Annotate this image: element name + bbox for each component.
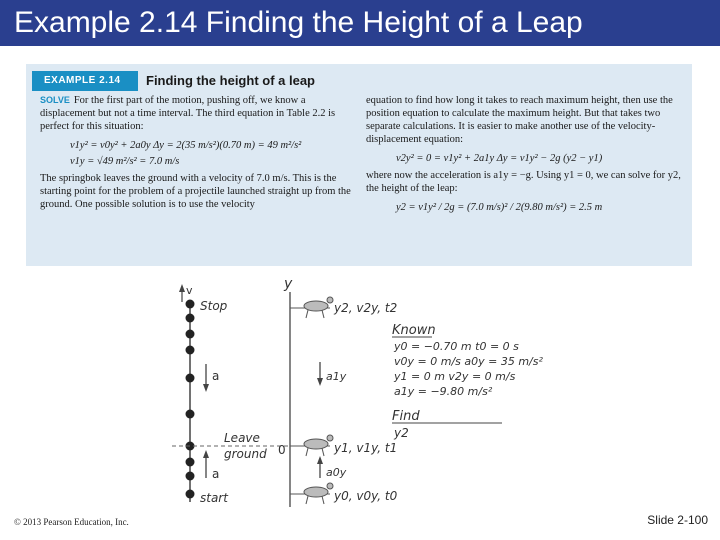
leave-label: Leave — [224, 431, 260, 445]
motion-dot — [186, 458, 195, 467]
left-equation-1: v1y² = v0y² + 2a0y Δy = 2(35 m/s²)(0.70 m) = 49 m²/s² — [70, 140, 302, 151]
find-value: y2 — [394, 426, 409, 440]
point0-label: y0, v0y, t0 — [334, 489, 398, 503]
find-title: Find — [392, 409, 420, 424]
known-line-1: y0 = −0.70 m t0 = 0 s — [394, 340, 519, 353]
left-paragraph-2: The springbok leaves the ground with a velocity of 7.0 m/s. This is the starting point for the problem of a projectile launched straight up from the ground. One possible solution is to use the velocity — [40, 173, 351, 210]
known-line-3: y1 = 0 m v2y = 0 m/s — [394, 370, 516, 383]
motion-dot — [186, 374, 195, 383]
motion-dot — [186, 346, 195, 355]
right-paragraph-1: equation to find how long it takes to reach maximum height, then use the position equation to calculate the maximum height. But that takes two separate calculations. It is easier to make another use of the velocity-displacement equation: — [366, 95, 673, 145]
stop-label: Stop — [200, 299, 228, 313]
known-title: Known — [392, 323, 436, 338]
start-label: start — [200, 491, 228, 505]
known-line-2: v0y = 0 m/s a0y = 35 m/s² — [394, 355, 543, 368]
ground-label: ground — [224, 447, 267, 461]
velocity-arrowhead-icon — [179, 284, 185, 292]
accel-arrowhead-lower-icon — [203, 450, 209, 458]
a0y-label: a0y — [326, 466, 347, 479]
motion-dot — [186, 410, 195, 419]
slide-title: Example 2.14 Finding the Height of a Leap — [0, 0, 720, 46]
motion-diagram — [0, 272, 720, 512]
known-line-4: a1y = −9.80 m/s² — [394, 385, 493, 398]
accel-upper-label: a — [212, 369, 220, 383]
motion-dot — [186, 472, 195, 481]
y-axis-label: y — [284, 276, 293, 292]
example-left-column — [40, 94, 352, 211]
example-heading: Finding the height of a leap — [146, 73, 315, 88]
motion-dot — [186, 330, 195, 339]
copyright-notice: © 2013 Pearson Education, Inc. — [14, 517, 129, 527]
right-equation-2: y2 = v1y² / 2g = (7.0 m/s)² / 2(9.80 m/s²) = 2.5 m — [396, 202, 603, 213]
example-badge: EXAMPLE 2.14 — [32, 71, 138, 91]
point1-label: y1, v1y, t1 — [334, 441, 398, 455]
right-paragraph-2: where now the acceleration is a1y = −g. Using y1 = 0, we can solve for y2, the height of the leap: — [366, 170, 681, 194]
a0y-arrowhead-icon — [317, 456, 323, 464]
a1y-arrowhead-icon — [317, 378, 323, 386]
point2-label: y2, v2y, t2 — [334, 301, 398, 315]
motion-dot — [186, 314, 195, 323]
left-equation-2: v1y = √49 m²/s² = 7.0 m/s — [70, 156, 180, 167]
velocity-label: v — [186, 284, 193, 297]
left-paragraph-1-text: For the first part of the motion, pushing off, we know a displacement but not a time interval. The third equation in Table 2.2 is perfect for this situation: — [40, 95, 336, 132]
example-panel — [26, 64, 692, 266]
left-paragraph-1 — [40, 94, 352, 133]
accel-arrowhead-upper-icon — [203, 384, 209, 392]
a1y-label: a1y — [326, 370, 347, 383]
accel-lower-label: a — [212, 467, 220, 481]
solve-label: SOLVE — [40, 95, 70, 105]
motion-dot — [186, 490, 195, 499]
right-equation-1: v2y² = 0 = v1y² + 2a1y Δy = v1y² − 2g (y2 − y1) — [396, 153, 603, 164]
origin-label: 0 — [278, 443, 286, 457]
example-right-column — [366, 94, 684, 217]
motion-dot — [186, 300, 195, 309]
slide-number: Slide 2-100 — [647, 513, 708, 527]
